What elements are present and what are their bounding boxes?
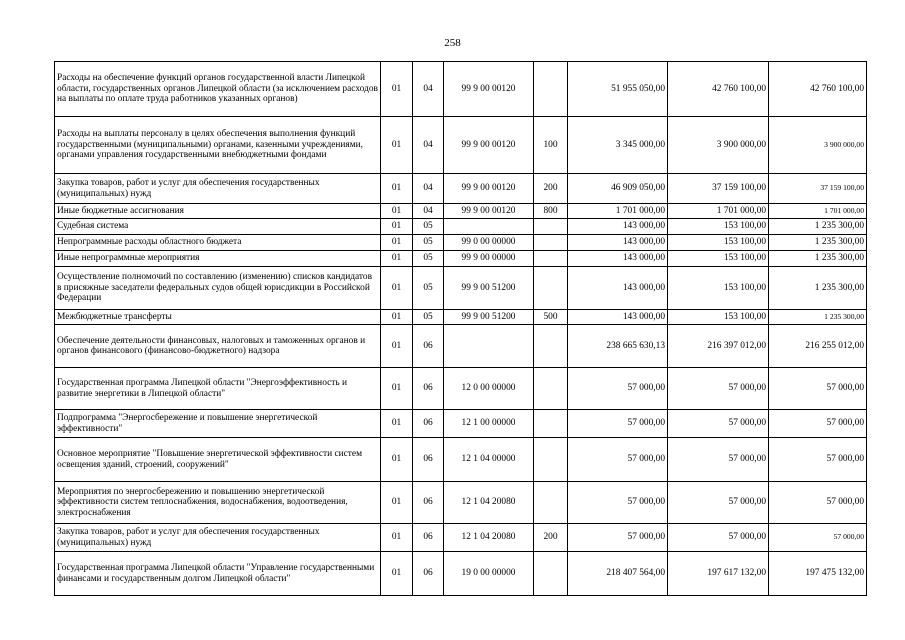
amount-year-2: 57 000,00 bbox=[668, 438, 769, 482]
target-article-code: 99 9 00 00120 bbox=[444, 204, 534, 219]
section-code: 01 bbox=[381, 219, 413, 235]
section-code: 01 bbox=[381, 174, 413, 204]
section-code: 01 bbox=[381, 62, 413, 117]
table-row bbox=[55, 62, 867, 117]
table-row bbox=[55, 310, 867, 325]
amount-year-1: 238 665 630,13 bbox=[568, 325, 668, 368]
amount-year-3: 216 255 012,00 bbox=[769, 325, 867, 368]
table-row bbox=[55, 325, 867, 368]
amount-year-2: 37 159 100,00 bbox=[668, 174, 769, 204]
amount-year-1: 57 000,00 bbox=[568, 438, 668, 482]
expense-type-code bbox=[534, 235, 568, 251]
amount-year-1: 46 909 050,00 bbox=[568, 174, 668, 204]
subsection-code: 04 bbox=[413, 204, 444, 219]
row-name: Расходы на обеспечение функций органов государственной власти Липецкой области, государственных органов Липецкой области (за исключением расходов на выплаты по оплате труда работников указанных органов) bbox=[55, 62, 381, 117]
amount-year-1: 3 345 000,00 bbox=[568, 117, 668, 174]
amount-year-1: 57 000,00 bbox=[568, 524, 668, 552]
amount-year-2: 197 617 132,00 bbox=[668, 552, 769, 596]
section-code: 01 bbox=[381, 325, 413, 368]
amount-year-2: 153 100,00 bbox=[668, 310, 769, 325]
amount-year-2: 153 100,00 bbox=[668, 267, 769, 310]
amount-year-1: 57 000,00 bbox=[568, 410, 668, 438]
table-row bbox=[55, 552, 867, 596]
row-name: Государственная программа Липецкой области "Управление государственными финансами и государственным долгом Липецкой области" bbox=[55, 552, 381, 596]
expense-type-code bbox=[534, 219, 568, 235]
subsection-code: 04 bbox=[413, 174, 444, 204]
row-name: Непрограммные расходы областного бюджета bbox=[55, 235, 381, 251]
target-article-code: 19 0 00 00000 bbox=[444, 552, 534, 596]
amount-year-2: 153 100,00 bbox=[668, 251, 769, 267]
target-article-code: 12 1 04 20080 bbox=[444, 524, 534, 552]
table-row bbox=[55, 219, 867, 235]
expense-type-code bbox=[534, 368, 568, 410]
section-code: 01 bbox=[381, 524, 413, 552]
amount-year-1: 143 000,00 bbox=[568, 251, 668, 267]
expense-type-code bbox=[534, 325, 568, 368]
table-row bbox=[55, 524, 867, 552]
amount-year-1: 218 407 564,00 bbox=[568, 552, 668, 596]
subsection-code: 06 bbox=[413, 524, 444, 552]
amount-year-1: 143 000,00 bbox=[568, 267, 668, 310]
table-row bbox=[55, 482, 867, 524]
section-code: 01 bbox=[381, 251, 413, 267]
target-article-code: 99 9 00 00120 bbox=[444, 62, 534, 117]
subsection-code: 05 bbox=[413, 251, 444, 267]
subsection-code: 05 bbox=[413, 235, 444, 251]
target-article-code: 12 1 00 00000 bbox=[444, 410, 534, 438]
target-article-code: 12 1 04 00000 bbox=[444, 438, 534, 482]
amount-year-3: 1 235 300,00 bbox=[769, 251, 867, 267]
expense-type-code bbox=[534, 410, 568, 438]
amount-year-2: 57 000,00 bbox=[668, 524, 769, 552]
expense-type-code: 800 bbox=[534, 204, 568, 219]
table-row bbox=[55, 251, 867, 267]
amount-year-3: 57 000,00 bbox=[769, 438, 867, 482]
subsection-code: 06 bbox=[413, 368, 444, 410]
section-code: 01 bbox=[381, 310, 413, 325]
row-name: Обеспечение деятельности финансовых, налоговых и таможенных органов и органов финансового (финансово-бюджетного) надзора bbox=[55, 325, 381, 368]
amount-year-1: 143 000,00 bbox=[568, 310, 668, 325]
table-row bbox=[55, 235, 867, 251]
amount-year-3: 1 235 300,00 bbox=[769, 267, 867, 310]
target-article-code: 99 9 00 51200 bbox=[444, 310, 534, 325]
subsection-code: 06 bbox=[413, 482, 444, 524]
row-name: Иные непрограммные мероприятия bbox=[55, 251, 381, 267]
amount-year-2: 216 397 012,00 bbox=[668, 325, 769, 368]
target-article-code: 99 0 00 00000 bbox=[444, 235, 534, 251]
target-article-code: 99 9 00 00120 bbox=[444, 117, 534, 174]
budget-table bbox=[54, 61, 867, 596]
amount-year-2: 1 701 000,00 bbox=[668, 204, 769, 219]
section-code: 01 bbox=[381, 482, 413, 524]
row-name: Осуществление полномочий по составлению (изменению) списков кандидатов в присяжные заседатели федеральных судов общей юрисдикции в Российской Федерации bbox=[55, 267, 381, 310]
section-code: 01 bbox=[381, 204, 413, 219]
row-name: Основное мероприятие "Повышение энергетической эффективности систем освещения зданий, строений, сооружений" bbox=[55, 438, 381, 482]
amount-year-3: 197 475 132,00 bbox=[769, 552, 867, 596]
subsection-code: 05 bbox=[413, 219, 444, 235]
subsection-code: 06 bbox=[413, 325, 444, 368]
amount-year-2: 57 000,00 bbox=[668, 368, 769, 410]
amount-year-3: 57 000,00 bbox=[769, 482, 867, 524]
expense-type-code bbox=[534, 251, 568, 267]
amount-year-3: 1 235 300,00 bbox=[769, 310, 867, 325]
row-name: Межбюджетные трансферты bbox=[55, 310, 381, 325]
target-article-code: 99 9 00 00000 bbox=[444, 251, 534, 267]
amount-year-3: 3 900 000,00 bbox=[769, 117, 867, 174]
expense-type-code bbox=[534, 267, 568, 310]
row-name: Судебная система bbox=[55, 219, 381, 235]
amount-year-2: 153 100,00 bbox=[668, 235, 769, 251]
expense-type-code: 500 bbox=[534, 310, 568, 325]
amount-year-3: 57 000,00 bbox=[769, 524, 867, 552]
expense-type-code bbox=[534, 552, 568, 596]
amount-year-3: 1 235 300,00 bbox=[769, 235, 867, 251]
amount-year-3: 1 235 300,00 bbox=[769, 219, 867, 235]
amount-year-3: 37 159 100,00 bbox=[769, 174, 867, 204]
section-code: 01 bbox=[381, 117, 413, 174]
row-name: Иные бюджетные ассигнования bbox=[55, 204, 381, 219]
section-code: 01 bbox=[381, 368, 413, 410]
table-row bbox=[55, 174, 867, 204]
expense-type-code: 200 bbox=[534, 524, 568, 552]
amount-year-2: 153 100,00 bbox=[668, 219, 769, 235]
row-name: Государственная программа Липецкой области "Энергоэффективность и развитие энергетики в Липецкой области" bbox=[55, 368, 381, 410]
row-name: Закупка товаров, работ и услуг для обеспечения государственных (муниципальных) нужд bbox=[55, 174, 381, 204]
amount-year-3: 57 000,00 bbox=[769, 368, 867, 410]
amount-year-1: 143 000,00 bbox=[568, 219, 668, 235]
table-row bbox=[55, 368, 867, 410]
amount-year-1: 1 701 000,00 bbox=[568, 204, 668, 219]
target-article-code: 12 1 04 20080 bbox=[444, 482, 534, 524]
amount-year-2: 42 760 100,00 bbox=[668, 62, 769, 117]
subsection-code: 05 bbox=[413, 310, 444, 325]
subsection-code: 06 bbox=[413, 438, 444, 482]
amount-year-3: 57 000,00 bbox=[769, 410, 867, 438]
amount-year-2: 57 000,00 bbox=[668, 482, 769, 524]
expense-type-code bbox=[534, 62, 568, 117]
section-code: 01 bbox=[381, 552, 413, 596]
section-code: 01 bbox=[381, 235, 413, 251]
table-row bbox=[55, 410, 867, 438]
table-row bbox=[55, 438, 867, 482]
subsection-code: 06 bbox=[413, 410, 444, 438]
amount-year-3: 1 701 000,00 bbox=[769, 204, 867, 219]
table-row bbox=[55, 117, 867, 174]
subsection-code: 05 bbox=[413, 267, 444, 310]
table-row bbox=[55, 204, 867, 219]
target-article-code: 99 9 00 00120 bbox=[444, 174, 534, 204]
section-code: 01 bbox=[381, 267, 413, 310]
page-number: 258 bbox=[444, 37, 461, 49]
expense-type-code: 200 bbox=[534, 174, 568, 204]
row-name: Закупка товаров, работ и услуг для обеспечения государственных (муниципальных) нужд bbox=[55, 524, 381, 552]
subsection-code: 04 bbox=[413, 62, 444, 117]
row-name: Мероприятия по энергосбережению и повышению энергетической эффективности систем теплоснабжения, водоснабжения, водоотведения, электроснабжения bbox=[55, 482, 381, 524]
amount-year-1: 57 000,00 bbox=[568, 482, 668, 524]
amount-year-1: 57 000,00 bbox=[568, 368, 668, 410]
amount-year-2: 3 900 000,00 bbox=[668, 117, 769, 174]
row-name: Расходы на выплаты персоналу в целях обеспечения выполнения функций государственными (муниципальными) органами, казенными учреждениями, органами управления государственными внебюджетными фондами bbox=[55, 117, 381, 174]
target-article-code: 12 0 00 00000 bbox=[444, 368, 534, 410]
subsection-code: 04 bbox=[413, 117, 444, 174]
amount-year-3: 42 760 100,00 bbox=[769, 62, 867, 117]
expense-type-code bbox=[534, 482, 568, 524]
section-code: 01 bbox=[381, 410, 413, 438]
table-row bbox=[55, 267, 867, 310]
amount-year-1: 143 000,00 bbox=[568, 235, 668, 251]
amount-year-2: 57 000,00 bbox=[668, 410, 769, 438]
target-article-code: 99 9 00 51200 bbox=[444, 267, 534, 310]
row-name: Подпрограмма "Энергосбережение и повышение энергетической эффективности" bbox=[55, 410, 381, 438]
expense-type-code: 100 bbox=[534, 117, 568, 174]
amount-year-1: 51 955 050,00 bbox=[568, 62, 668, 117]
section-code: 01 bbox=[381, 438, 413, 482]
subsection-code: 06 bbox=[413, 552, 444, 596]
target-article-code bbox=[444, 219, 534, 235]
target-article-code bbox=[444, 325, 534, 368]
expense-type-code bbox=[534, 438, 568, 482]
